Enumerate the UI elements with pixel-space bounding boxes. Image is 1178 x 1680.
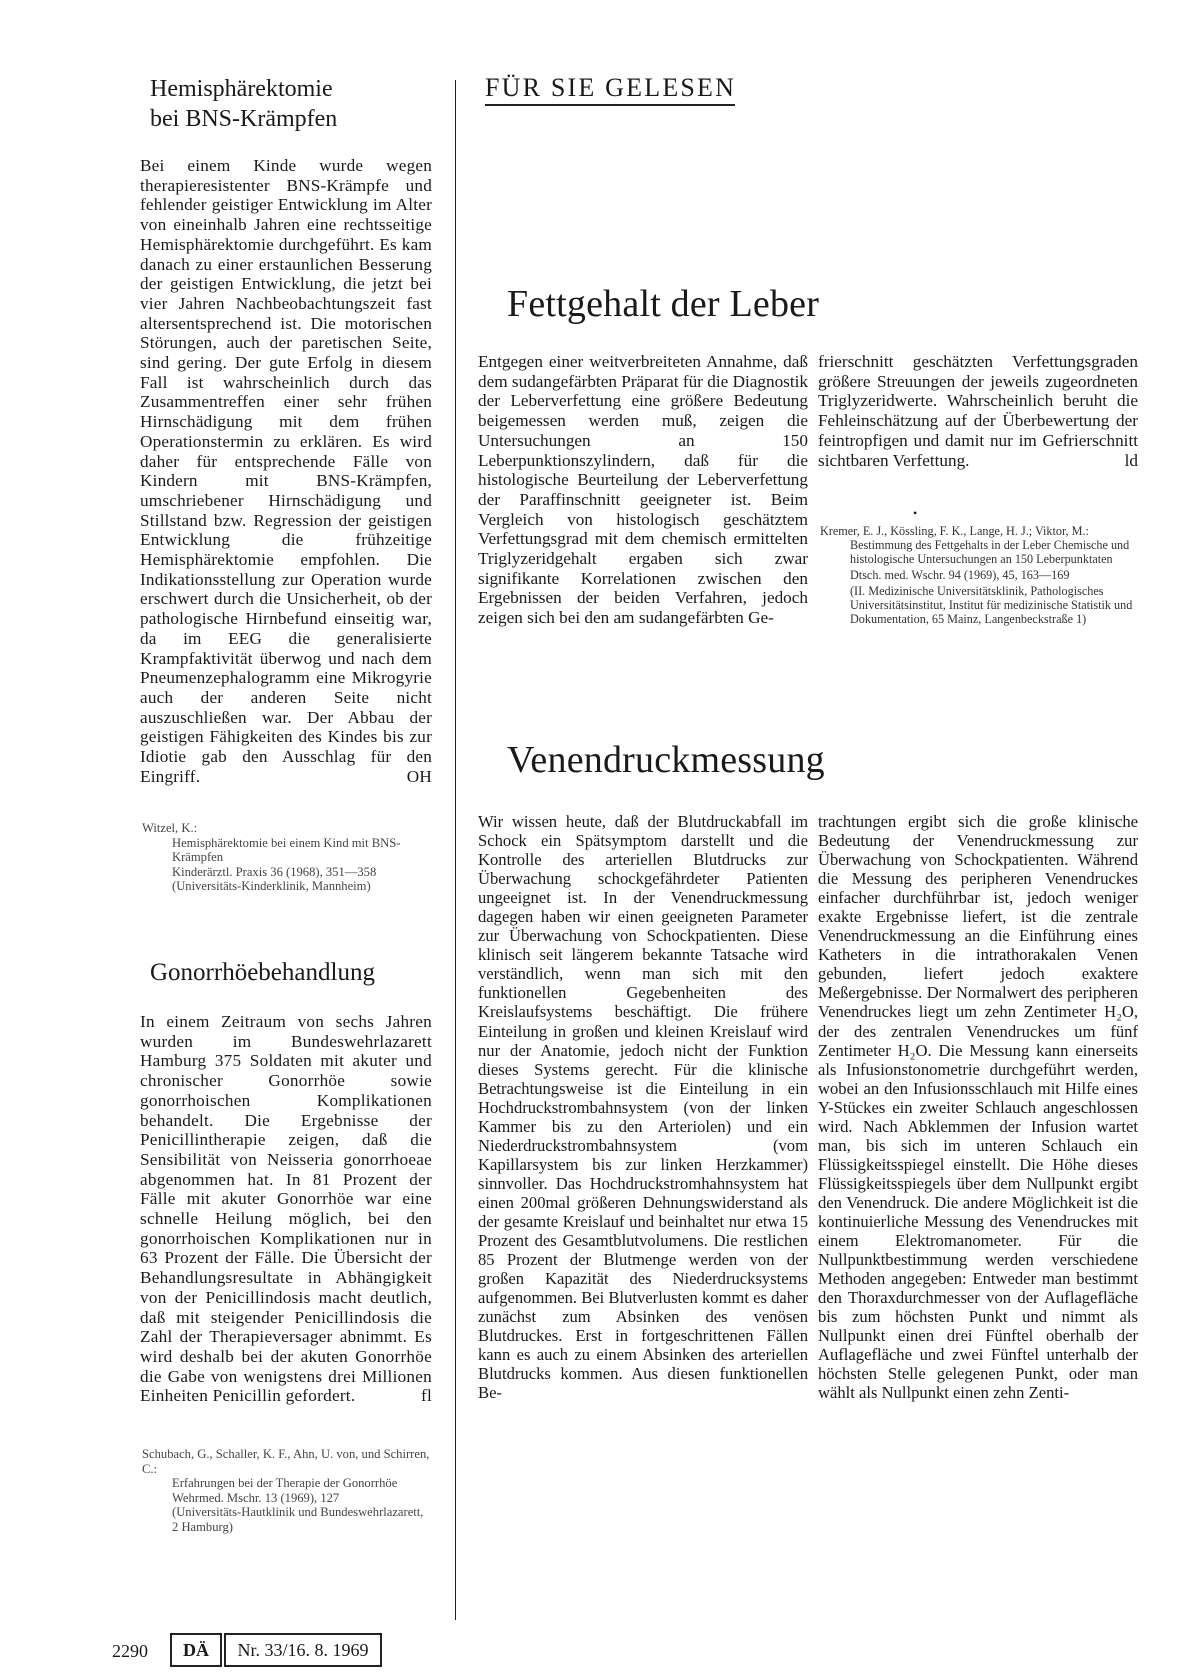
separator-dot: • <box>913 506 918 520</box>
ref-journal: Kinderärztl. Praxis 36 (1968), 351—358 <box>172 864 377 879</box>
fettgehalt-signature: ld <box>1124 450 1138 470</box>
page-number: 2290 <box>112 1641 148 1661</box>
ref-institution: (Universitäts-Hautklinik und Bundeswehrlazarett, 2 Hamburg) <box>172 1505 424 1534</box>
ref-title: Erfahrungen bei der Therapie der Gonorrhöe <box>172 1476 398 1491</box>
fettgehalt-reference <box>820 524 1138 626</box>
ref-journal: Dtsch. med. Wschr. 94 (1969), 45, 163—169 <box>850 568 1070 582</box>
hemisphaerektomie-body-text: Bei einem Kinde wurde wegen therapieresistenter BNS-Krämpfe und fehlender geistiger Entwicklung im Alter von eineinhalb Jahren eine rechtsseitige Hemisphärektomie durchgeführt. Es kam danach zu einer erstaunlichen Besserung der geistigen Entwicklung, die jetzt bei vier Jahren Nachbeobachtungszeit fast altersentsprechend ist. Die motorischen Störungen, auch der paretischen Seite, sind gering. Der gute Erfolg in diesem Fall ist wahrscheinlich durch das Zusammentreffen einer sehr frühen Hirnschädigung mit dem frühen Operationstermin zu erklären. Es wird daher für entsprechende Fälle von Kindern mit BNS-Krämpfen, umschriebener Hirnschädigung und Stillstand bzw. Regression der geistigen Entwicklung die frühzeitige Hemisphärektomie empfohlen. Die Indikationsstellung zur Operation wurde erschwert durch die Unsicherheit, ob der pathologische Hirnbefund einseitig war, da im EEG die generalisierte Krampfaktivität überwog und nach dem Pneumenzephalogramm eine Mikrogyrie auch der anderen Seite nicht auszuschließen war. Der Abbau der geistigen Fähigkeiten des Kindes bis zur Idiotie gab den Ausschlag für den Eingriff. <box>140 156 432 786</box>
column-divider <box>455 80 456 1620</box>
ref-institution: (II. Medizinische Universitätsklinik, Pathologisches Universitätsinstitut, Institut für medizinische Statistik und Dokumentation, 65 Mainz, Langenbeckstraße 1) <box>850 584 1133 626</box>
gonorrhoe-body-text: In einem Zeitraum von sechs Jahren wurden im Bundeswehrlazarett Hamburg 375 Soldaten mit akuter und chronischer Gonorrhöe sowie gonorrhoischen Komplikationen behandelt. Die Ergebnisse der Penicillintherapie zeigen, daß die Sensibilität von Neisseria gonorrhoeae abgenommen hat. In 81 Prozent der Fälle mit akuter Gonorrhöe war eine schnelle Heilung möglich, bei den gonorrhoischen Komplikationen nur in 63 Prozent der Fälle. Die Übersicht der Behandlungsresultate in Abhängigkeit von der Penicillindosis macht deutlich, daß mit steigender Penicillindosis die Zahl der Therapieversager abnimmt. Es wird deshalb bei der akuten Gonorrhöe die Gabe von wenigstens drei Millionen Einheiten Penicillin gefordert. <box>140 1012 432 1406</box>
ref-authors: Witzel, K.: <box>142 821 198 835</box>
section-header: FÜR SIE GELESEN <box>485 73 737 102</box>
fettgehalt-body-col1: Entgegen einer weitverbreiteten Annahme, daß dem sudangefärbten Präparat für die Diagnostik der Leberverfettung eine größere Bedeutung beigemessen werden muß, zeigen die Untersuchungen an 150 Leberpunktionszylindern, daß für die histologische Beurteilung der Leberverfettung der Paraffinschnitt geeigneter ist. Beim Vergleich von histologisch geschätztem Verfettungsgrad mit dem chemisch ermittelten Triglyzeridgehalt ergaben sich zwar signifikante Korrelationen zwischen den Ergebnissen der beiden Verfahren, jedoch zeigen sich bei den am sudangefärbten Ge- <box>478 352 808 628</box>
venendruck-body-col2: trachtungen ergibt sich die große klinische Bedeutung der Venendruckmessung zur Überwachung von Schockpatienten. Während die Messung des peripheren Venendruckes einfacher durchführbar ist, jedoch weniger exakte Ergebnisse liefert, ist die zentrale Venendruckmessung an die Einführung eines Katheters in die intrathorakalen Venen gebunden, liefert jedoch exaktere Meßergebnisse. Der Normalwert des peripheren Venendruckes liegt um zehn Zentimeter H₂O, der des zentralen Venendruckes um fünf Zentimeter H₂O. Die Messung kann einerseits als Infusionstonometrie durchgeführt werden, wobei an den Infusionsschlauch mit Hilfe eines Y-Stückes ein zweiter Schlauch angeschlossen wird. Nach Abklemmen der Infusion wartet man, bis sich im unteren Schlauch ein Flüssigkeitsspiegel einstellt. Die Höhe dieses Flüssigkeitsspiegels über dem Nullpunkt ergibt den Venendruck. Die andere Möglichkeit ist die kontinuierliche Messung des Venendruckes mit einem Elektromanometer. Für die Nullpunktbestimmung werden verschiedene Methoden angegeben: Entweder man bestimmt den Thoraxdurchmesser von der Auflagefläche bis zum höchsten Punkt und nimmt als Nullpunkt einen drei Fünftel oberhalb der Auflagefläche und zwei Fünftel unterhalb der höchsten Stelle gelegenen Punkt, oder man wählt als Nullpunkt einen zehn Zenti- <box>818 812 1138 1403</box>
venendruck-title: Venendruckmessung <box>507 739 825 781</box>
ref-journal: Wehrmed. Mschr. 13 (1969), 127 <box>172 1490 340 1505</box>
gonorrhoe-body <box>140 1012 432 1406</box>
hemisphaerektomie-title-line2: bei BNS-Krämpfen <box>150 106 338 132</box>
fettgehalt-body-col2-text: frierschnitt geschätzten Verfettungsgraden größere Streuungen der jeweils zugeordneten Triglyzeridwerte. Wahrscheinlich beruht die Fehleinschätzung auf der Überbewertung der feintropfigen und damit nur im Gefrierschnitt sichtbaren Verfettung. <box>818 352 1138 470</box>
gonorrhoe-reference <box>142 1447 432 1535</box>
section-header-rule <box>485 104 735 106</box>
ref-title: Bestimmung des Fettgehalts in der Leber Chemische und histologische Untersuchungen an 150 Leberpunktaten <box>850 538 1130 566</box>
hemisphaerektomie-reference <box>142 821 432 894</box>
issue-info: Nr. 33/16. 8. 1969 <box>224 1633 382 1667</box>
fettgehalt-body-col2 <box>818 352 1138 470</box>
publication-logo: DÄ <box>170 1633 222 1667</box>
hemisphaerektomie-title <box>150 74 337 134</box>
hemisphaerektomie-signature: OH <box>406 766 432 786</box>
ref-title: Hemisphärektomie bei einem Kind mit BNS-Krämpfen <box>172 835 401 865</box>
gonorrhoe-title: Gonorrhöebehandlung <box>150 959 375 986</box>
venendruck-body-col1: Wir wissen heute, daß der Blutdruckabfall im Schock ein Spätsymptom darstellt und die Kontrolle des arteriellen Blutdrucks zur Überwachung schockgefährdeter Patienten ungeeignet ist. In der Venendruckmessung dagegen haben wir einen geeigneten Parameter zur Überwachung von Schockpatienten. Diese klinisch seit längerem bekannte Tatsache wird verständlich, wenn man sich mit den funktionellen Gegebenheiten des Kreislaufsystems beschäftigt. Die frühere Einteilung in großen und kleinen Kreislauf wird nur der Anatomie, jedoch nicht der Funktion dieses Systems gerecht. Für die klinische Betrachtungsweise ist die Einteilung in ein Hochdruckstrombahnsystem (von der linken Kammer bis zu den Arteriolen) und ein Niederdruckstrombahnsystem (vom Kapillarsystem bis zur linken Herzkammer) sinnvoller. Das Hochdruckstromhahnsystem hat einen 200mal größeren Dehnungswiderstand als der gesamte Kreislauf und beinhaltet nur etwa 15 Prozent des Gesamtblutvolumens. Die restlichen 85 Prozent der Blutmenge werden von der großen Kapazität des Niederdrucksystems aufgenommen. Bei Blutverlusten kommt es daher zunächst zum Absinken des venösen Blutdruckes. Erst in fortgeschrittenen Fällen kann es auch zu einem Absinken des arteriellen Blutdrucks kommen. Aus diesen funktionellen Be- <box>478 812 808 1403</box>
gonorrhoe-signature: fl <box>421 1386 432 1406</box>
ref-authors: Kremer, E. J., Kössling, F. K., Lange, H. J.; Viktor, M.: <box>820 524 1089 538</box>
hemisphaerektomie-title-line1: Hemisphärektomie <box>150 76 333 102</box>
ref-authors: Schubach, G., Schaller, K. F., Ahn, U. von, und Schirren, C.: <box>142 1447 430 1476</box>
ref-institution: (Universitäts-Kinderklinik, Mannheim) <box>172 879 371 894</box>
fettgehalt-title: Fettgehalt der Leber <box>507 283 820 325</box>
hemisphaerektomie-body <box>140 156 432 787</box>
